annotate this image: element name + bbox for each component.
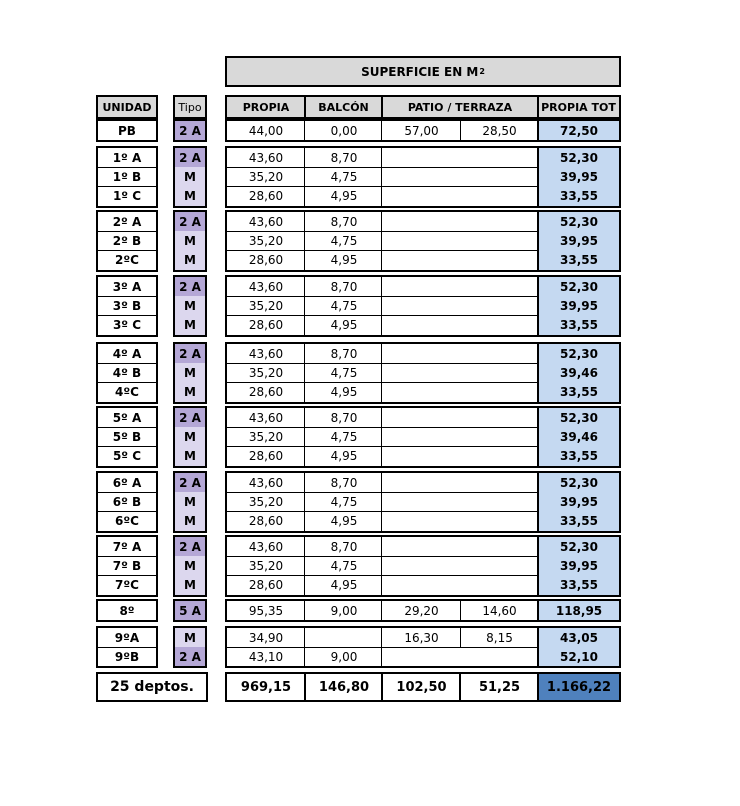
patio-cell <box>383 148 460 167</box>
tipo-cell: M <box>175 511 205 530</box>
balcon-cell: 4,75 <box>330 169 358 184</box>
propia-tot-cell: 39,95 <box>539 231 619 250</box>
propia-tot-cell: 52,30 <box>539 537 619 556</box>
total-patio: 102,50 <box>396 679 447 695</box>
propia-cell: 35,20 <box>248 233 284 248</box>
totals-divider <box>459 674 461 700</box>
propia-tot-cell: 52,30 <box>539 473 619 492</box>
unit-cell: 7º A <box>112 539 142 554</box>
terraza-cell <box>461 296 538 315</box>
propia-tot-cell: 72,50 <box>539 121 619 140</box>
propia-tot-cell: 52,30 <box>539 408 619 427</box>
unit-cell: 3º A <box>112 279 142 294</box>
tipo-cell: M <box>175 382 205 401</box>
propia-tot-cell: 39,95 <box>539 492 619 511</box>
tipo-cell: M <box>175 296 205 315</box>
tipo-cell: M <box>175 363 205 382</box>
total-balcon: 146,80 <box>318 679 370 695</box>
total-propia: 969,15 <box>240 679 292 695</box>
terraza-cell <box>461 344 538 363</box>
balcon-cell: 4,95 <box>330 577 358 592</box>
terraza-cell: 28,50 <box>482 123 517 138</box>
unit-cell: PB <box>118 123 136 138</box>
balcon-cell: 4,95 <box>330 252 358 267</box>
unit-cell: 2ºC <box>115 252 139 267</box>
patio-cell <box>383 315 460 334</box>
patio-cell <box>383 647 460 666</box>
unit-cell: 6ºC <box>115 513 139 528</box>
tipo-cell: M <box>175 427 205 446</box>
propia-tot-cell: 52,30 <box>539 212 619 231</box>
patio-cell <box>383 556 460 575</box>
terraza-cell <box>461 556 538 575</box>
title-superscript: 2 <box>479 66 485 76</box>
header-tipo: Tipo <box>173 95 207 119</box>
unit-cell: 6º B <box>112 494 142 509</box>
propia-cell: 44,00 <box>248 123 284 138</box>
balcon-cell: 4,75 <box>330 429 358 444</box>
unit-cell: 3º C <box>112 317 142 332</box>
balcon-cell: 8,70 <box>330 410 358 425</box>
terraza-cell <box>461 186 538 205</box>
propia-tot-cell: 39,46 <box>539 363 619 382</box>
tipo-cell: 2 A <box>175 277 205 296</box>
propia-tot-cell: 52,10 <box>539 647 619 666</box>
unit-cell: 2º B <box>112 233 142 248</box>
terraza-cell <box>461 231 538 250</box>
terraza-cell <box>461 473 538 492</box>
patio-cell <box>383 382 460 401</box>
propia-cell: 35,20 <box>248 365 284 380</box>
balcon-cell <box>306 628 382 647</box>
terraza-cell: 14,60 <box>482 603 517 618</box>
unit-cell: 8º <box>119 603 135 618</box>
unit-cell: 1º C <box>112 188 142 203</box>
tipo-cell: 2 A <box>175 212 205 231</box>
propia-cell: 28,60 <box>248 252 284 267</box>
unit-cell: 4º B <box>112 365 142 380</box>
patio-cell <box>383 575 460 594</box>
tipo-cell: M <box>175 556 205 575</box>
terraza-cell <box>461 446 538 465</box>
terraza-cell <box>461 250 538 269</box>
balcon-cell: 4,95 <box>330 513 358 528</box>
propia-cell: 28,60 <box>248 577 284 592</box>
header-propia: PROPIA <box>227 97 305 117</box>
header-balcon: BALCÓN <box>305 97 382 117</box>
tipo-cell: M <box>175 628 205 647</box>
propia-cell: 28,60 <box>248 448 284 463</box>
patio-cell <box>383 446 460 465</box>
propia-cell: 35,20 <box>248 429 284 444</box>
balcon-cell: 4,95 <box>330 188 358 203</box>
terraza-cell <box>461 382 538 401</box>
propia-cell: 43,60 <box>248 150 284 165</box>
header-patio-terraza: PATIO / TERRAZA <box>382 97 538 117</box>
balcon-cell: 8,70 <box>330 346 358 361</box>
tipo-cell: M <box>175 231 205 250</box>
patio-cell <box>383 492 460 511</box>
propia-cell: 43,60 <box>248 279 284 294</box>
propia-tot-cell: 33,55 <box>539 382 619 401</box>
balcon-cell: 8,70 <box>330 214 358 229</box>
balcon-cell: 4,95 <box>330 448 358 463</box>
terraza-cell <box>461 575 538 594</box>
unit-cell: 3º B <box>112 298 142 313</box>
tipo-cell: 2 A <box>175 148 205 167</box>
header-unidad: UNIDAD <box>96 95 158 119</box>
patio-cell: 16,30 <box>404 630 439 645</box>
propia-tot-cell: 33,55 <box>539 250 619 269</box>
patio-cell <box>383 250 460 269</box>
tipo-cell: M <box>175 186 205 205</box>
patio-cell <box>383 167 460 186</box>
terraza-cell <box>461 212 538 231</box>
unit-cell: 5º B <box>112 429 142 444</box>
propia-tot-cell: 39,95 <box>539 167 619 186</box>
totals-divider <box>304 674 306 700</box>
header-divider <box>381 97 383 117</box>
propia-cell: 95,35 <box>248 603 284 618</box>
propia-cell: 28,60 <box>248 188 284 203</box>
tipo-cell: 2 A <box>175 473 205 492</box>
propia-cell: 43,60 <box>248 410 284 425</box>
patio-cell <box>383 473 460 492</box>
unit-cell: 6º A <box>112 475 142 490</box>
balcon-cell: 8,70 <box>330 475 358 490</box>
totals-divider <box>537 674 539 700</box>
propia-cell: 35,20 <box>248 169 284 184</box>
header-propia-tot: PROPIA TOT <box>538 97 619 117</box>
balcon-cell: 4,75 <box>330 494 358 509</box>
patio-cell: 29,20 <box>404 603 439 618</box>
totals-label: 25 deptos. <box>96 672 208 702</box>
tipo-cell: 2 A <box>175 344 205 363</box>
propia-cell: 35,20 <box>248 298 284 313</box>
propia-tot-cell: 33,55 <box>539 575 619 594</box>
propia-cell: 43,10 <box>248 649 284 664</box>
tipo-cell: M <box>175 492 205 511</box>
propia-cell: 35,20 <box>248 558 284 573</box>
tipo-cell: 2 A <box>175 408 205 427</box>
unit-cell: 2º A <box>112 214 142 229</box>
propia-cell: 43,60 <box>248 214 284 229</box>
terraza-cell <box>461 277 538 296</box>
propia-cell: 43,60 <box>248 475 284 490</box>
balcon-cell: 4,75 <box>330 298 358 313</box>
balcon-cell: 8,70 <box>330 279 358 294</box>
balcon-cell: 4,75 <box>330 558 358 573</box>
unit-cell: 7ºC <box>115 577 139 592</box>
tipo-cell: 2 A <box>175 121 205 140</box>
unit-cell: 5º A <box>112 410 142 425</box>
terraza-cell <box>461 363 538 382</box>
terraza-cell <box>461 647 538 666</box>
unit-cell: 1º A <box>112 150 142 165</box>
propia-cell: 28,60 <box>248 384 284 399</box>
totals-divider <box>381 674 383 700</box>
propia-cell: 43,60 <box>248 346 284 361</box>
propia-tot-cell: 52,30 <box>539 344 619 363</box>
patio-cell <box>383 296 460 315</box>
tipo-cell: 5 A <box>175 601 205 620</box>
balcon-cell: 4,75 <box>330 365 358 380</box>
terraza-cell <box>461 167 538 186</box>
propia-tot-cell: 39,46 <box>539 427 619 446</box>
terraza-cell <box>461 408 538 427</box>
tipo-cell: 2 A <box>175 537 205 556</box>
propia-tot-cell: 52,30 <box>539 148 619 167</box>
tipo-cell: M <box>175 250 205 269</box>
tipo-cell: M <box>175 446 205 465</box>
patio-cell: 57,00 <box>404 123 439 138</box>
patio-cell <box>383 344 460 363</box>
total-propia-tot: 1.166,22 <box>539 674 619 700</box>
balcon-cell: 8,70 <box>330 539 358 554</box>
terraza-cell: 8,15 <box>486 630 513 645</box>
propia-tot-cell: 33,55 <box>539 446 619 465</box>
propia-tot-cell: 52,30 <box>539 277 619 296</box>
unit-cell: 4º A <box>112 346 142 361</box>
unit-cell: 1º B <box>112 169 142 184</box>
balcon-cell: 4,95 <box>330 317 358 332</box>
patio-cell <box>383 277 460 296</box>
unit-cell: 9ºA <box>114 630 140 645</box>
tipo-cell: M <box>175 315 205 334</box>
unit-cell: 9ºB <box>114 649 140 664</box>
propia-tot-cell: 33,55 <box>539 511 619 530</box>
table-title <box>225 56 621 87</box>
tipo-cell: 2 A <box>175 647 205 666</box>
balcon-cell: 0,00 <box>330 123 358 138</box>
patio-cell <box>383 537 460 556</box>
balcon-cell: 4,95 <box>330 384 358 399</box>
balcon-cell: 9,00 <box>330 649 358 664</box>
propia-tot-cell: 39,95 <box>539 296 619 315</box>
unit-cell: 7º B <box>112 558 142 573</box>
terraza-cell <box>461 315 538 334</box>
header-divider <box>304 97 306 117</box>
balcon-cell: 9,00 <box>330 603 358 618</box>
balcon-cell: 4,75 <box>330 233 358 248</box>
terraza-cell <box>461 492 538 511</box>
header-divider <box>537 97 539 117</box>
terraza-cell <box>461 511 538 530</box>
total-terraza: 51,25 <box>478 679 521 695</box>
unit-cell: 5º C <box>112 448 142 463</box>
balcon-cell: 8,70 <box>330 150 358 165</box>
title-text: SUPERFICIE EN M <box>361 64 479 79</box>
tipo-cell: M <box>175 167 205 186</box>
propia-tot-cell: 43,05 <box>539 628 619 647</box>
tipo-cell: M <box>175 575 205 594</box>
patio-cell <box>383 363 460 382</box>
patio-cell <box>383 427 460 446</box>
propia-tot-cell: 118,95 <box>539 601 619 620</box>
propia-tot-cell: 39,95 <box>539 556 619 575</box>
patio-cell <box>383 231 460 250</box>
propia-cell: 43,60 <box>248 539 284 554</box>
terraza-cell <box>461 148 538 167</box>
terraza-cell <box>461 427 538 446</box>
terraza-cell <box>461 537 538 556</box>
patio-cell <box>383 408 460 427</box>
propia-cell: 34,90 <box>248 630 284 645</box>
patio-cell <box>383 511 460 530</box>
propia-tot-cell: 33,55 <box>539 186 619 205</box>
patio-cell <box>383 212 460 231</box>
propia-cell: 28,60 <box>248 317 284 332</box>
propia-tot-cell: 33,55 <box>539 315 619 334</box>
propia-cell: 35,20 <box>248 494 284 509</box>
patio-cell <box>383 186 460 205</box>
unit-cell: 4ºC <box>115 384 139 399</box>
propia-cell: 28,60 <box>248 513 284 528</box>
